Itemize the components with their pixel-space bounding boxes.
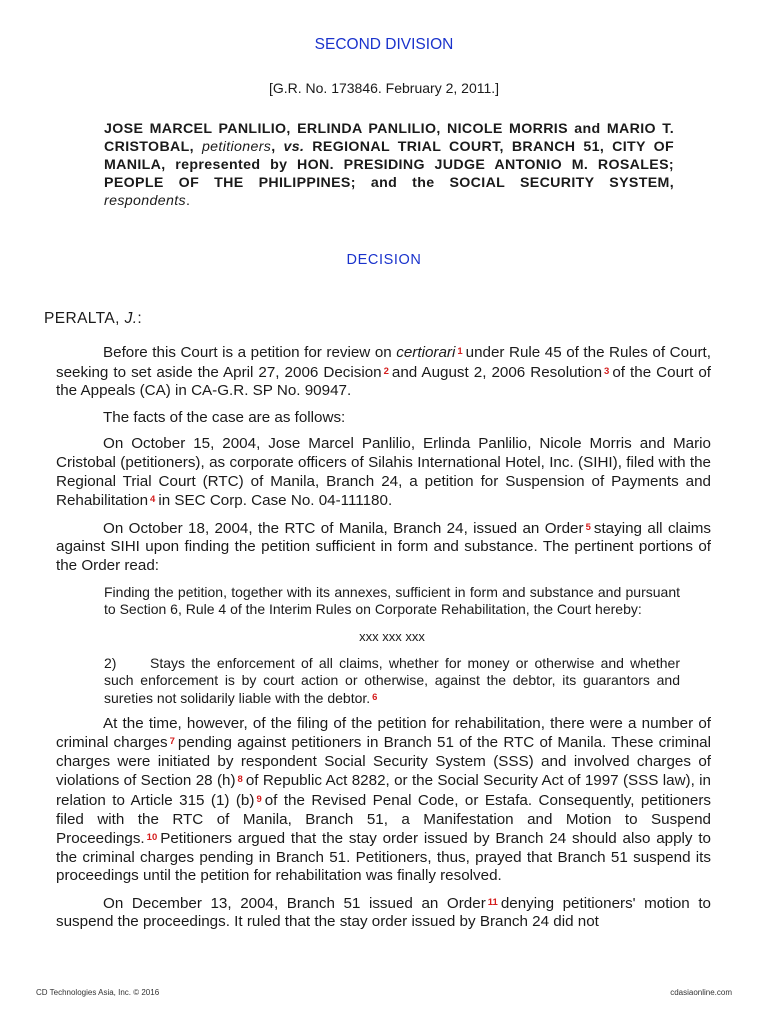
text: On December 13, 2004, Branch 51 issued an Order xyxy=(103,894,486,912)
text: of the Court of the Appeals (CA) in CA-G.R. SP No. 90947. xyxy=(56,363,711,400)
ponente xyxy=(44,310,142,328)
respondents-label: respondents xyxy=(104,193,186,209)
versus-label: vs. xyxy=(283,139,305,155)
block-quote xyxy=(104,584,680,707)
ponente-suffix: : xyxy=(137,310,143,327)
quote-item xyxy=(104,655,680,707)
text: On October 18, 2004, the RTC of Manila, Branch 24, issued an Order xyxy=(103,519,584,537)
text: Petitioners argued that the stay order issued by Branch 24 should also apply to the criminal charges pending in Branch 51. Petitioners, thus, prayed that Branch 51 suspend its proceedings until the petition for rehabilitation was finally resolved. xyxy=(56,830,711,885)
petitioners-names: JOSE MARCEL PANLILIO, ERLINDA PANLILIO, NICOLE MORRIS and MARIO T. CRISTOBAL xyxy=(104,121,674,155)
quote-paragraph: Finding the petition, together with its annexes, sufficient in form and substance and pursuant to Section 6, Rule 4 of the Interim Rules on Corporate Rehabilitation, the Court hereby: xyxy=(104,583,680,617)
ponente-name: PERALTA, xyxy=(44,310,120,327)
text: On October 15, 2004, Jose Marcel Panlilio, Erlinda Panlilio, Nicole Morris and Mario Cristobal (petitioners), as corporate officers of Silahis International Hotel, Inc. (SIHI), filed with the Regional Trial Court (RTC) of Manila, Branch 24, a petition for Suspension of Payments and Rehabilitation xyxy=(56,435,711,510)
footnote-link[interactable]: 4 xyxy=(150,494,156,506)
paragraph-6 xyxy=(56,894,711,932)
quote-item-number: 2) xyxy=(104,654,117,671)
division-heading: SECOND DIVISION xyxy=(314,36,454,53)
footer-copyright: CD Technologies Asia, Inc. © 2016 xyxy=(36,988,160,997)
text: Stays the enforcement of all claims, whether for money or otherwise and whether such enforcement is by court action or otherwise, against the debtor, its guarantors and sureties not solidarily liable with the debtor. xyxy=(104,654,680,706)
text: denying petitioners' motion to suspend the proceedings. It ruled that the stay order issued by Branch 24 did not xyxy=(56,894,711,931)
footer-site-link[interactable]: cdasiaonline.com xyxy=(670,988,732,997)
footnote-link[interactable]: 7 xyxy=(169,736,175,748)
petitioners-label: petitioners xyxy=(201,139,272,155)
text-italic: certiorari xyxy=(396,344,456,361)
footnote-link[interactable]: 5 xyxy=(585,521,591,533)
text: under Rule 45 of the Rules of Court, seeking to set aside the April 27, 2006 Decision xyxy=(56,344,711,381)
text: pending against petitioners in Branch 51 of the RTC of Manila. These criminal charges were initiated by respondent Social Security System (SSS) and involved charges of violations of Section 28 (h) xyxy=(56,734,711,790)
text: of Republic Act 8282, or the Social Security Act of 1997 (SSS law), in relation to Article 315 (1) (b) xyxy=(56,772,711,809)
case-number: [G.R. No. 173846. February 2, 2011.] xyxy=(268,80,500,96)
footnote-link[interactable]: 10 xyxy=(146,832,158,844)
paragraph-1 xyxy=(56,343,711,401)
footnote-link[interactable]: 11 xyxy=(487,896,498,908)
paragraph-4 xyxy=(56,519,711,576)
text: of the Revised Penal Code, or Estafa. Consequently, petitioners filed with the RTC of Manila, Branch 51, a Manifestation and Motion to Suspend Proceedings. xyxy=(56,791,711,848)
footnote-link[interactable]: 3 xyxy=(604,365,610,377)
footnote-link[interactable]: 9 xyxy=(256,793,262,805)
footnote-link[interactable]: 8 xyxy=(237,774,243,786)
text: At the time, however, of the filing of the petition for rehabilitation, there were a number of criminal charges xyxy=(56,714,711,752)
text: Before this Court is a petition for review on xyxy=(103,344,397,361)
parties-caption: JOSE MARCEL PANLILIO, ERLINDA PANLILIO, NICOLE MORRIS and MARIO T. CRISTOBAL, petitioners, vs. REGIONAL TRIAL COURT, BRANCH 51, CITY OF MANILA, represented by HON. PRESIDING JUDGE ANTONIO M. ROSALES; PEOPLE OF THE PHILIPPINES; and the SOCIAL SECURITY SYSTEM, respondents. xyxy=(104,121,674,209)
paragraph-2: The facts of the case are as follows: xyxy=(103,408,346,426)
text: staying all claims against SIHI upon finding the petition sufficient in form and substance. The pertinent portions of the Order read: xyxy=(56,519,711,574)
footnote-link[interactable]: 1 xyxy=(457,346,463,357)
paragraph-3 xyxy=(56,435,711,510)
paragraph-5 xyxy=(56,715,711,886)
footnote-link[interactable]: 2 xyxy=(383,365,389,377)
ponente-title: J. xyxy=(124,310,138,327)
decision-heading: DECISION xyxy=(346,252,422,268)
footnote-link[interactable]: 6 xyxy=(372,691,378,703)
respondents-names: REGIONAL TRIAL COURT, BRANCH 51, CITY OF MANILA, represented by HON. PRESIDING JUDGE ANTONIO M. ROSALES; PEOPLE OF THE PHILIPPINES; and the SOCIAL SECURITY SYSTEM xyxy=(104,139,674,191)
quote-ellipsis: xxx xxx xxx xyxy=(359,628,425,644)
decision-body xyxy=(56,343,711,940)
text: in SEC Corp. Case No. 04-111180. xyxy=(158,492,393,510)
text: and August 2, 2006 Resolution xyxy=(391,363,603,381)
